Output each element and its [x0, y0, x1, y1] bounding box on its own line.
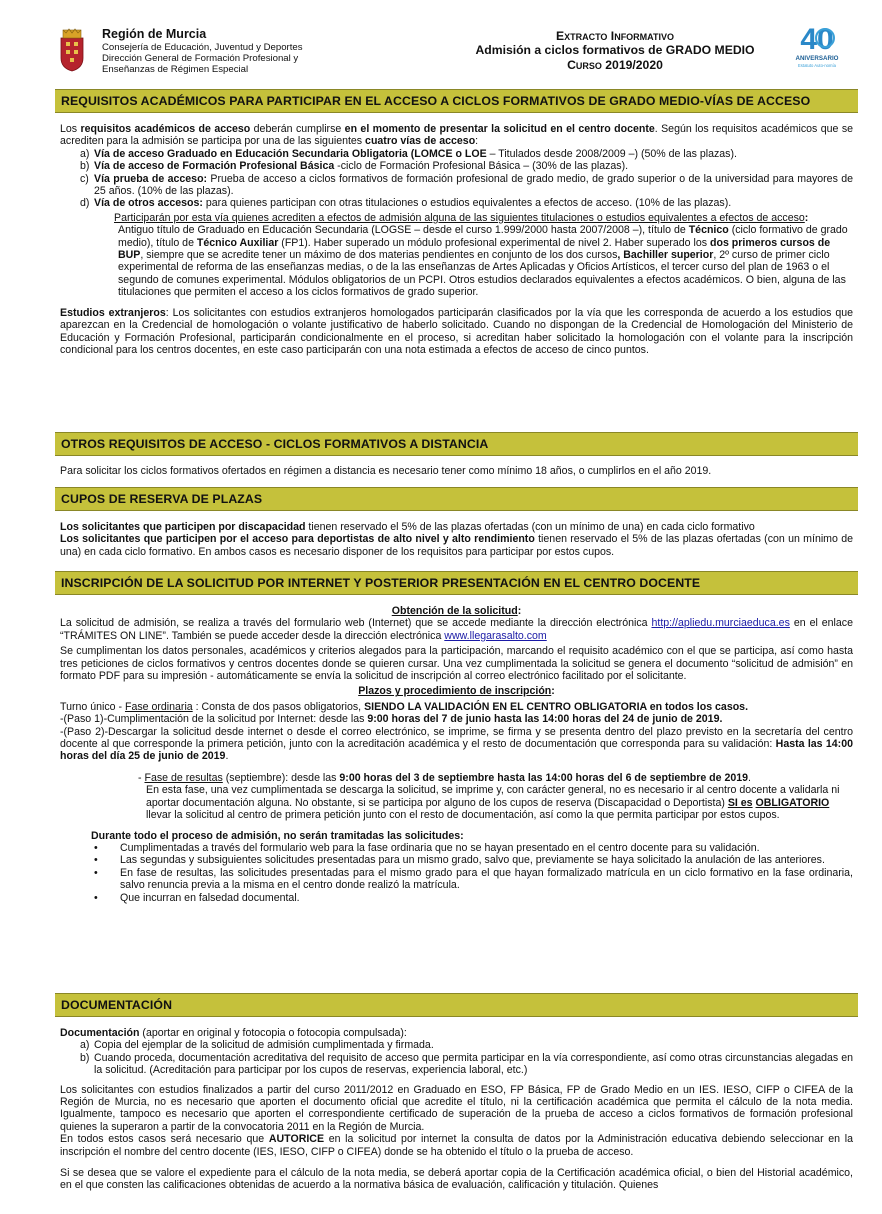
paso-1: -(Paso 1)-Cumplimentación de la solicitud por Internet: desde las 9:00 horas del 7 de junio hasta las 14:00 horas del 24 de junio de 2019.: [60, 713, 723, 726]
document-title-block: [440, 29, 790, 72]
documentacion-p2: En todos estos casos será necesario que AUTORICE en la solicitud por internet la consulta de datos por la Administración educativa debiendo seleccionar en la inscripción el nombre del centro docente (IES, IESO, CIFP o CIFEA) donde se ha obtenido el título o la prueba de acceso.: [60, 1133, 853, 1158]
document-header: [0, 0, 882, 88]
obtencion-heading: Obtención de la solicitud:: [391, 605, 522, 617]
plazos-heading: Plazos y procedimiento de inscripción:: [358, 685, 555, 698]
list-item: b) Vía de acceso de Formación Profesional Básica -ciclo de Formación Profesional Básica – (30% de las plazas).: [80, 160, 629, 173]
list-item: • En fase de resultas, las solicitudes presentadas para el mismo grado para el que hayan formalizado matrícula en un ciclo formativo en la fase ordinaria, salvo renuncia previa a la misma en el centro donde realizó la matrícula.: [94, 866, 853, 892]
documentacion-intro: Documentación (aportar en original y fotocopia o fotocopia compulsada):: [60, 1027, 407, 1039]
section-title: OTROS REQUISITOS DE ACCESO - CICLOS FORMATIVOS A DISTANCIA: [55, 432, 858, 456]
fase-resultas: - Fase de resultas (septiembre): desde las 9:00 horas del 3 de septiembre hasta las 14:00 horas del 6 de septiembre de 2019.: [138, 771, 751, 784]
section-title: CUPOS DE RESERVA DE PLAZAS: [55, 487, 858, 511]
turno-unico: Turno único - Fase ordinaria : Consta de dos pasos obligatorios, SIENDO LA VALIDACIÓN EN EL CENTRO OBLIGATORIA en todos los casos.: [60, 700, 749, 713]
admision-title: Admisión a ciclos formativos de GRADO MEDIO: [475, 43, 755, 58]
section-inscripcion: [55, 571, 858, 904]
list-item: b) Cuando proceda, documentación acreditativa del requisito de acceso que permita participar en la vía correspondiente, así como otras circunstancias alegadas en la solicitud. (Acreditación para participar por los cupos de reservas, experiencia laboral, etc.): [80, 1051, 853, 1077]
section-requisitos-academicos: [55, 89, 858, 356]
section-body: [55, 113, 858, 356]
anniv-sub: Estatuto Auto-nomía: [798, 63, 836, 68]
list-item: • Cumplimentadas a través del formulario web para la fase ordinaria que no se hayan presentado en el centro docente para su validación.: [94, 841, 760, 854]
section-body: [55, 456, 858, 477]
region-line: Enseñanzas de Régimen Especial: [102, 64, 249, 76]
region-block: [102, 27, 303, 76]
cupo-deportistas: Los solicitantes que participen por el acceso para deportistas de alto nivel y alto rendimiento tienen reservado el 5% de las plazas ofertadas (con un mínimo de una) en cada ciclo formativo. En ambos casos es necesario disponer de los requisitos para participar por estos cupos.: [60, 533, 853, 558]
list-item: • Que incurran en falsedad documental.: [94, 891, 300, 904]
section-body: [55, 595, 858, 904]
curso-title: Curso 2019/2020: [567, 57, 663, 72]
estudios-extranjeros: Estudios extranjeros: Los solicitantes con estudios extranjeros homologados participarán clasificados por la vía que les corresponda de acuerdo a los estudios que aparezcan en la Credencial de homologación o volante justificativo de haberlo solicitado. Cuando no dispongan de la Credencial de Homologación del Ministerio de Educación y Formación Profesional, participarán condicionalmente en el proceso, si acreditan haber solicitado la homologación con el volante para la inscripción condicional para los centros docentes, en este caso participarán con una nota estimada a efectos de acceso de cinco puntos.: [60, 306, 854, 356]
fase-resultas-text: En esta fase, una vez cumplimentada se descarga la solicitud, se imprime y, con carácter general, no es necesario ir al centro docente a validarla ni aportar documentación alguna. No obstante, si se participa por alguno de los cupos de reserva (Discapacidad o Deportista) SI es OBLIGATORIO llevar la solicitud al centro de primera petición junto con el resto de documentación, así como la que permita participar por estos cupos.: [146, 784, 840, 822]
list-item: a) Copia del ejemplar de la solicitud de admisión cumplimentada y firmada.: [80, 1039, 434, 1052]
murcia-crest-logo: [57, 28, 87, 72]
40-aniversario-logo: [787, 22, 847, 72]
documentacion-p3: Si se desea que se valore el expediente para el cálculo de la nota media, se deberá aportar copia de la Certificación académica oficial, o bien del Historial académico, en el que consten las calificaciones obtenidas de acuerdo a la normativa básica de evaluación, calificación y titulación. Quienes: [60, 1167, 853, 1192]
list-item: a) Vía de acceso Graduado en Educación Secundaria Obligatoria (LOMCE o LOE – Titulados desde 2008/2009 –) (50% de las plazas).: [80, 147, 737, 160]
region-line: Consejería de Educación, Juventud y Deportes: [102, 42, 303, 53]
region-name: Región de Murcia: [102, 27, 207, 41]
cumplimentacion-text: Se cumplimentan los datos personales, académicos y criterios alegados para la participación, marcando el requisito académico con el que se participa, así como hasta tres peticiones de ciclos formativos y centros docentes donde se quieren cursar. Una vez cumplimentada la solicitud se genera el documento “solicitud de admisión” en formato PDF para su impresión - automáticamente se envía la solicitud de inscripción al correo electrónico facilitado por el solicitante.: [60, 645, 853, 683]
section-documentacion: [55, 993, 858, 1192]
list-item: c) Vía prueba de acceso: Prueba de acceso a ciclos formativos de formación profesional de grado medio, de grado superior o de la universidad para mayores de 25 años. (10% de las plazas).: [80, 172, 853, 198]
obtencion-text: La solicitud de admisión, se realiza a través del formulario web (Internet) que se accede mediante la dirección electrónica http://apliedu.murciaeduca.es en el enlace “TRÁMITES ON LINE”. También se puede acceder desde la dirección electrónica www.llegarasalto.com: [60, 617, 853, 642]
section-title: REQUISITOS ACADÉMICOS PARA PARTICIPAR EN EL ACCESO A CICLOS FORMATIVOS DE GRADO MEDIO-VÍAS DE ACCESO: [55, 89, 858, 113]
anniv-number: 40: [800, 23, 834, 56]
otros-accesos-heading: Participarán por esta vía quienes acrediten a efectos de admisión alguna de las siguientes titulaciones o estudios equivalentes a efectos de acceso:: [114, 211, 809, 224]
distancia-text: Para solicitar los ciclos formativos ofertados en régimen a distancia es necesario tener como mínimo 18 años, o cumplirlos en el año 2019.: [60, 465, 712, 477]
list-item: • Las segundas y subsiguientes solicitudes presentadas para un mismo grado, salvo que, previamente se haya solicitado la anulación de las anteriores.: [94, 854, 825, 867]
llegarasalto-link[interactable]: www.llegarasalto.com: [444, 629, 547, 642]
section-body: [55, 1017, 858, 1192]
documentacion-p1: Los solicitantes con estudios finalizados a partir del curso 2011/2012 en Graduado en ESO, FP Básica, FP de Grado Medio en un IES. IESO, CIFP o CIFEA de la Región de Murcia, no es necesario que aporten el documento oficial que acredite el título, ni la certificación académica que permita el cálculo de la nota media. Igualmente, tampoco es necesario que aporten el correspondiente certificado de superación de la prueba de acceso a ciclos formativos de formación profesional quienes la superaron a partir de la convocatoria 2011 en la Región de Murcia.: [60, 1083, 853, 1133]
anniv-label: ANIVERSARIO: [795, 55, 839, 62]
section-title: INSCRIPCIÓN DE LA SOLICITUD POR INTERNET Y POSTERIOR PRESENTACIÓN EN EL CENTRO DOCENTE: [55, 571, 858, 595]
section-otros-requisitos: [55, 432, 858, 477]
section-body: [55, 511, 858, 558]
otros-accesos-text: Antiguo título de Graduado en Educación Secundaria (LOGSE – desde el curso 1.999/2000 hasta 2007/2008 –), título de Técnico (ciclo formativo de grado medio), título de Técnico Auxiliar (FP1). Haber superado un módulo profesional experimental de nivel 2. Haber superado los dos primeros cursos de BUP, siempre que se acredite tener un máximo de dos materias pendientes en conjunto de los dos cursos, Bachiller superior, 2º curso de primer ciclo experimental de reforma de las enseñanzas medias, o de la las enseñanzas de Artes Aplicadas y Oficios Artísticos, el tercer curso del plan de 1963 o el segundo de comunes experimental. Módulos obligatorios de un PCPI. Otros estudios declarados equivalentes a efectos académicos. O bien, alguna de las titulaciones que permiten el acceso a los ciclos formativos de grado superior.: [118, 224, 848, 299]
paso-2: -(Paso 2)-Descargar la solicitud desde internet o desde el correo electrónico, se imprime, se firma y se presenta dentro del plazo previsto en la secretaría del centro docente al que corresponde la primera petición, junto con la acreditación académica y el resto de documentación que corresponda para su validación: Hasta las 14:00 horas del día 25 de junio de 2019.: [60, 725, 853, 763]
extracto-title: Extracto Informativo: [555, 29, 675, 43]
durante-heading: Durante todo el proceso de admisión, no serán tramitadas las solicitudes:: [91, 829, 464, 842]
cupo-discapacidad: Los solicitantes que participen por discapacidad tienen reservado el 5% de las plazas ofertadas (con un mínimo de una) en cada ciclo formativo: [60, 521, 755, 533]
region-line: Dirección General de Formación Profesional y: [102, 53, 299, 65]
list-item: d) Vía de otros accesos: para quienes participan con otras titulaciones o estudios equivalentes a efectos de acceso. (10% de las plazas).: [80, 197, 732, 210]
apliedu-link[interactable]: http://apliedu.murciaeduca.es: [651, 617, 790, 630]
section-title: DOCUMENTACIÓN: [55, 993, 858, 1017]
requisitos-intro: Los requisitos académicos de acceso deberán cumplirse en el momento de presentar la solicitud en el centro docente. Según los requisitos académicos que se acrediten para la admisión se participa por una de las siguientes cuatro vías de acceso:: [60, 123, 854, 148]
section-cupos-reserva: [55, 487, 858, 558]
